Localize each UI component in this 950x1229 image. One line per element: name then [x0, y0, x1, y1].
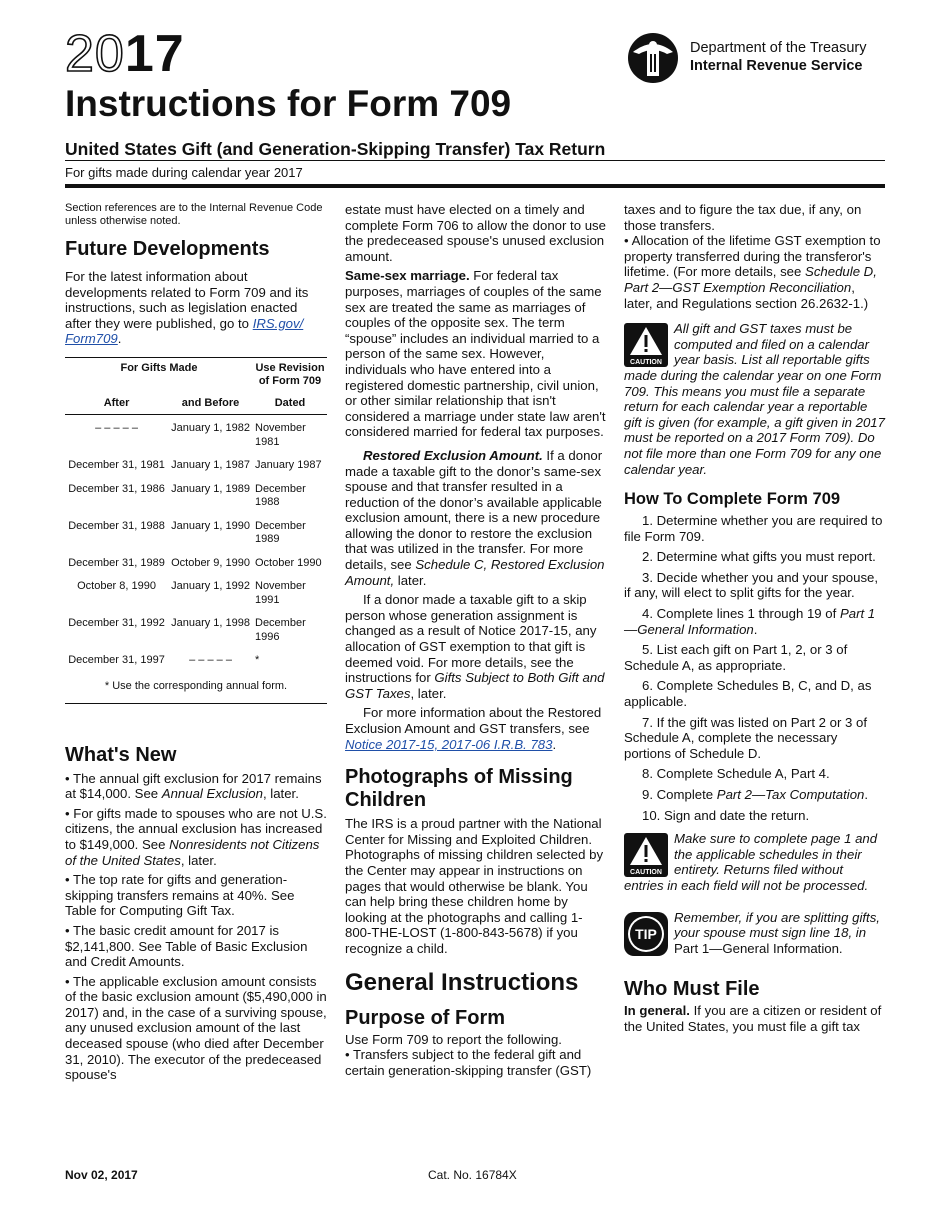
col-head-dated: Dated	[253, 393, 327, 415]
section-references: Section references are to the Internal Revenue Code unless otherwise noted.	[65, 202, 323, 227]
whats-new-item: • For gifts made to spouses who are not U.S. citizens, the annual exclusion has increased to $149,000. See Nonresidents not Citizens of the United States, later.	[65, 806, 327, 868]
step-item: 1. Determine whether you are required to file Form 709.	[624, 513, 883, 544]
agency-name: Department of the Treasury Internal Revenue Service	[690, 40, 867, 74]
caution-note-2: CAUTION Make sure to complete page 1 and the applicable schedules in their entirety. Returns filed without entries in each field will not be processed.	[624, 831, 878, 893]
table-row: December 31, 1988 January 1, 1990 December 1989	[68, 519, 306, 546]
header-thick-divider	[65, 184, 885, 188]
form-year: 2017	[65, 25, 185, 83]
step-item: 6. Complete Schedules B, C, and D, as applicable.	[624, 678, 872, 710]
how-to-complete-heading: How To Complete Form 709	[624, 490, 841, 509]
irs-eagle-logo-icon	[623, 32, 683, 84]
skip-person-paragraph: If a donor made a taxable gift to a skip person whose generation assignment is changed as a result of Notice 2017-15, any allocation of GST exemption to that gift is deemed void. For more details, see the instructions for Gifts Subject to Both Gift and GST Taxes, later.	[345, 592, 605, 701]
table-row: December 31, 1989 October 9, 1990 October 1990	[68, 556, 322, 569]
step-item: 4. Complete lines 1 through 19 of Part 1—General Information.	[624, 606, 876, 637]
photographs-text: The IRS is a proud partner with the National Center for Missing and Exploited Children. Photographs of missing children selected by the Center may appear in instructions on pages that would otherwise be blank. You can help bring these children home by looking at the photographs and calling 1-800-THE-LOST (1-800-843-5678) if you recognize a child.	[345, 816, 604, 956]
table-footnote: * Use the corresponding annual form.	[65, 671, 327, 704]
same-sex-marriage-paragraph: Same-sex marriage. For federal tax purposes, marriages of couples of the same sex are treated the same as marriages of couples of the opposite sex. The term “spouse” includes an individual married to a person of the same sex. However, individuals who have entered into a registered domestic partnership, civil union, or other similar relationship that isn't considered a marriage under state law aren't considered married for federal tax purposes.	[345, 268, 606, 440]
who-must-file-heading: Who Must File	[624, 978, 760, 1001]
step-item: 3. Decide whether you and your spouse, if any, will elect to split gifts for the year.	[624, 569, 879, 601]
table-row: December 31, 1986 January 1, 1989 December 1988	[68, 482, 306, 509]
more-info-paragraph: For more information about the Restored Exclusion Amount and GST transfers, see Notice 2017-15, 2017-06 I.R.B. 783.	[345, 705, 602, 752]
continued-paragraph: estate must have elected on a timely and complete Form 706 to allow the donor to use the predeceased spouse's unused exclusion amount.	[345, 202, 606, 264]
table-row: December 31, 1981 January 1, 1987 January 1987	[68, 459, 322, 472]
whats-new-item: • The basic credit amount for 2017 is $2,141,800. See Table of Basic Exclusion and Credit Amounts.	[65, 923, 327, 970]
allocation-bullet: • Allocation of the lifetime GST exemption to property transferred during the transferor's lifetime. (For more details, see Schedule D, Part 2—GST Exemption Reconciliation, later, and Regulations section 26.2632-1.)	[624, 233, 886, 311]
caution-note-1: CAUTION All gift and GST taxes must be computed and filed on a calendar year basis. List all reportable gifts made during the calendar year on one Form 709. This means you must file a separate return for each calendar year a reportable gift is given (for example, a gift given in 2017 must be reported on a 2017 Form 709). Do not file more than one Form 709 for any one calendar year.	[624, 321, 885, 477]
whats-new-item: • The applicable exclusion amount consists of the basic exclusion amount ($5,490,000 in 2017) and, in the case of a surviving spouse, any unused exclusion amount of the last deceased spouse (who died after December 31, 2010). The executor of the predeceased spouse's	[65, 974, 327, 1083]
step-item: 5. List each gift on Part 1, 2, or 3 of Schedule A, as appropriate.	[624, 642, 848, 673]
table-row: December 31, 1992 January 1, 1998 December 1996	[68, 617, 306, 643]
step-item: 7. If the gift was listed on Part 2 or 3 of Schedule A, complete the necessary portions of Schedule D.	[624, 714, 868, 761]
column-2	[345, 202, 607, 1082]
page-title: Instructions for Form 709	[65, 83, 512, 124]
future-developments-text: For the latest information about developments related to Form 709 and its instructions, such as legislation enacted after they were published, go to IRS.gov/ Form709.	[65, 269, 309, 347]
col-head-use-revision: Use Revision of Form 709	[255, 361, 325, 388]
table-row: December 31, 1997 – – – – – *	[68, 654, 260, 667]
whats-new-item: • The top rate for gifts and generation-skipping transfers remains at 40%. See Table for Computing Gift Tax.	[65, 872, 327, 919]
column-3	[624, 202, 886, 1039]
table-row: October 8, 1990 January 1, 1992 November 1991	[77, 580, 306, 606]
step-item: 9. Complete Part 2—Tax Computation.	[642, 787, 869, 802]
notice-2017-15-link[interactable]: Notice 2017-15, 2017-06 I.R.B. 783	[345, 736, 553, 752]
general-instructions-heading: General Instructions	[345, 968, 579, 996]
continued-paragraph: taxes and to figure the tax due, if any, on those transfers.	[624, 202, 862, 233]
purpose-text: Use Form 709 to report the following.	[345, 1031, 562, 1047]
photographs-heading: Photographs of Missing Children	[345, 766, 573, 812]
tip-icon	[624, 912, 668, 956]
col-head-after: After	[65, 393, 168, 415]
restored-exclusion-paragraph: Restored Exclusion Amount. If a donor made a taxable gift to the donor’s same-sex spouse and that transfer resulted in a reduction of the donor’s available applicable exclusion amount, there is a new procedure allowing the donor to restore the exclusion that was utilized in the transfer. For more details, see Schedule C, Restored Exclusion Amount, later.	[345, 447, 605, 588]
whats-new-item: • The annual gift exclusion for 2017 remains at $14,000. See Annual Exclusion, later.	[65, 771, 327, 802]
header-divider	[65, 160, 885, 161]
col-head-before: and Before	[168, 393, 253, 415]
column-1	[65, 202, 327, 1087]
whats-new-heading: What's New	[65, 743, 177, 766]
irs-form709-link[interactable]: IRS.gov/ Form709	[65, 315, 304, 347]
svg-text:CAUTION: CAUTION	[630, 869, 662, 877]
svg-text:CAUTION: CAUTION	[630, 359, 662, 367]
who-must-file-text: In general. If you are a citizen or resident of the United States, you must file a gift tax	[624, 1003, 882, 1034]
purpose-bullet: • Transfers subject to the federal gift and certain generation-skipping transfer (GST)	[345, 1047, 607, 1078]
catalog-number: Cat. No. 16784X	[428, 1168, 517, 1182]
caution-icon	[624, 323, 668, 367]
tip-note: TIP Remember, if you are splitting gifts, your spouse must sign line 18, in Part 1—General Information.	[624, 910, 886, 957]
page-subtitle: United States Gift (and Generation-Skipping Transfer) Tax Return	[65, 139, 606, 159]
step-item: 8. Complete Schedule A, Part 4.	[642, 766, 830, 782]
caution-icon	[624, 833, 668, 877]
purpose-of-form-heading: Purpose of Form	[345, 1006, 506, 1029]
table-row: – – – – – January 1, 1982 November 1981	[95, 422, 306, 448]
calendar-year-note: For gifts made during calendar year 2017	[65, 165, 303, 180]
steps-list	[624, 513, 886, 823]
svg-text:TIP: TIP	[635, 925, 657, 942]
revision-date: Nov 02, 2017	[65, 1168, 138, 1182]
step-item: 2. Determine what gifts you must report.	[642, 549, 876, 565]
step-item: 10. Sign and date the return.	[642, 807, 810, 823]
col-head-for-gifts: For Gifts Made	[120, 361, 198, 374]
revision-table	[65, 357, 327, 671]
future-developments-heading: Future Developments	[65, 238, 270, 260]
